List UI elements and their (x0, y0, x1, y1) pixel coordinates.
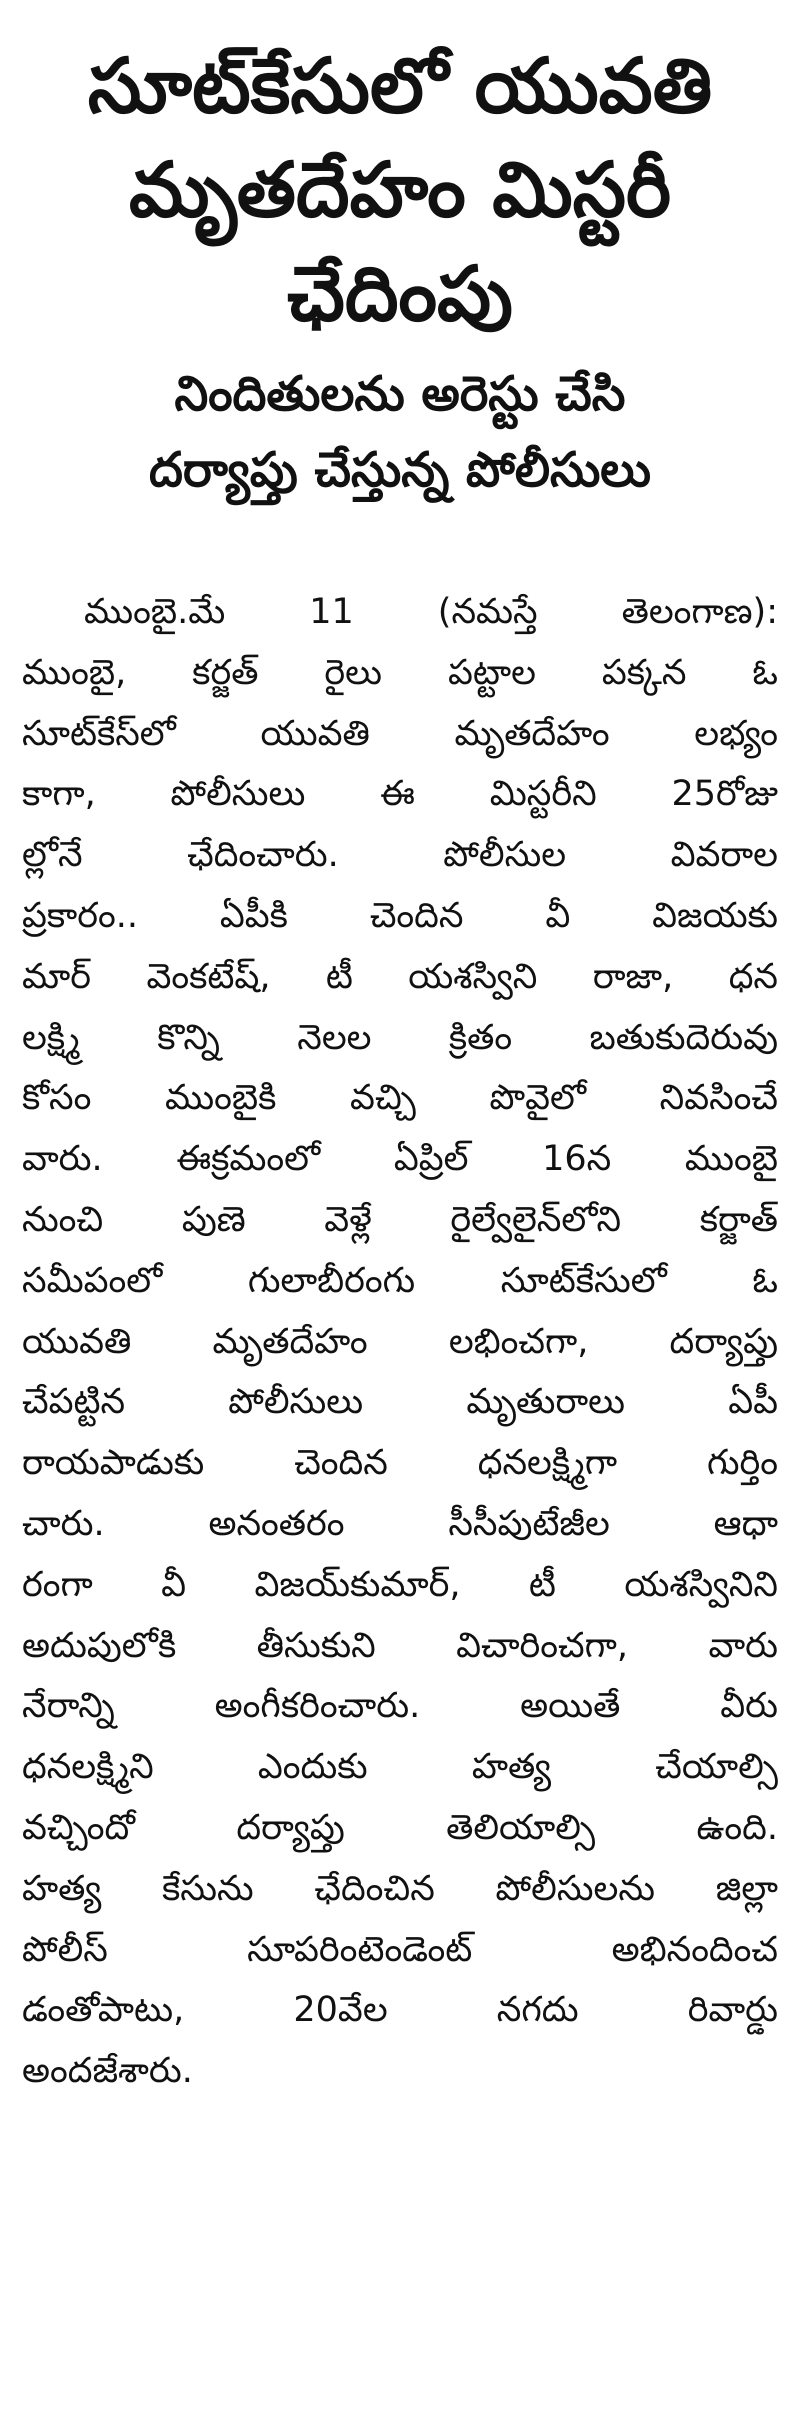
body-line: వచ్చిందో దర్యాప్తు తెలియాల్సి ఉంది. (22, 1807, 778, 1848)
body-line: అదుపులోకి తీసుకుని విచారించగా, వారు (22, 1625, 778, 1666)
subheadline (18, 356, 782, 508)
headline-line: ఛేదింపు (287, 249, 513, 338)
body-line: సూట్‌కేస్‌లో యువతి మృతదేహం లభ్యం (22, 713, 778, 754)
body-line: మార్ వెంకటేష్, టీ యశస్విని రాజా, ధన (22, 956, 778, 997)
body-line: వారు. ఈక్రమంలో ఏప్రిల్ 16న ముంబై (22, 1139, 778, 1180)
body-line: చేపట్టిన పోలీసులు మృతురాలు ఏపీ (22, 1382, 778, 1423)
body-line: కాగా, పోలీసులు ఈ మిస్టరీని 25రోజు (22, 774, 778, 815)
body-line: డంతోపాటు, 20వేల నగదు రివార్డు (22, 1990, 778, 2031)
body-line: హత్య కేసును ఛేదించిన పోలీసులను జిల్లా (22, 1868, 778, 1909)
body-line: పోలీస్ సూపరింటెండెంట్ అభినందించ (22, 1929, 778, 1970)
body-line: ధనలక్ష్మిని ఎందుకు హత్య చేయాల్సి (22, 1747, 778, 1788)
subheadline-line: నిందితులను అరెస్టు చేసి (174, 366, 626, 422)
body-line: నేరాన్ని అంగీకరించారు. అయితే వీరు (22, 1686, 778, 1727)
headline (18, 0, 782, 346)
body-line: రాయపాడుకు చెందిన ధనలక్ష్మిగా గుర్తిం (22, 1443, 778, 1484)
body-line: నుంచి పుణె వెళ్లే రైల్వేలైన్‌లోని కర్జాత్ (22, 1199, 778, 1240)
body-line: రంగా వీ విజయ్‌కుమార్, టీ యశస్వినిని (22, 1564, 778, 1605)
body-line: సమీపంలో గులాబీరంగు సూట్‌కేసులో ఓ (22, 1260, 778, 1301)
dateline: ముంబై.మే 11 (నమస్తే తెలంగాణ): (84, 592, 778, 632)
body-line: లక్ష్మి కొన్ని నెలల క్రితం బతుకుదెరువు (22, 1017, 778, 1058)
article-body (22, 582, 778, 2102)
body-line: ప్రకారం.. ఏపీకి చెందిన వీ విజయకు (22, 895, 778, 936)
body-line: చారు. అనంతరం సీసీపుటేజీల ఆధా (22, 1503, 778, 1544)
body-line: ముంబై, కర్జత్ రైలు పట్టాల పక్కన ఓ (22, 652, 778, 693)
body-line: ల్లోనే ఛేదించారు. పోలీసుల వివరాల (22, 835, 778, 876)
body-line: అందజేశారు. (22, 2051, 193, 2092)
headline-line: సూట్‌కేసులో యువతి (87, 41, 713, 130)
subheadline-line: దర్యాప్తు చేస్తున్న పోలీసులు (149, 442, 651, 498)
headline-line: మృతదేహం మిస్టరీ (128, 145, 672, 234)
body-line: యువతి మృతదేహం లభించగా, దర్యాప్తు (22, 1321, 778, 1362)
body-line: కోసం ముంబైకి వచ్చి పొవైలో నివసించే (22, 1078, 778, 1119)
